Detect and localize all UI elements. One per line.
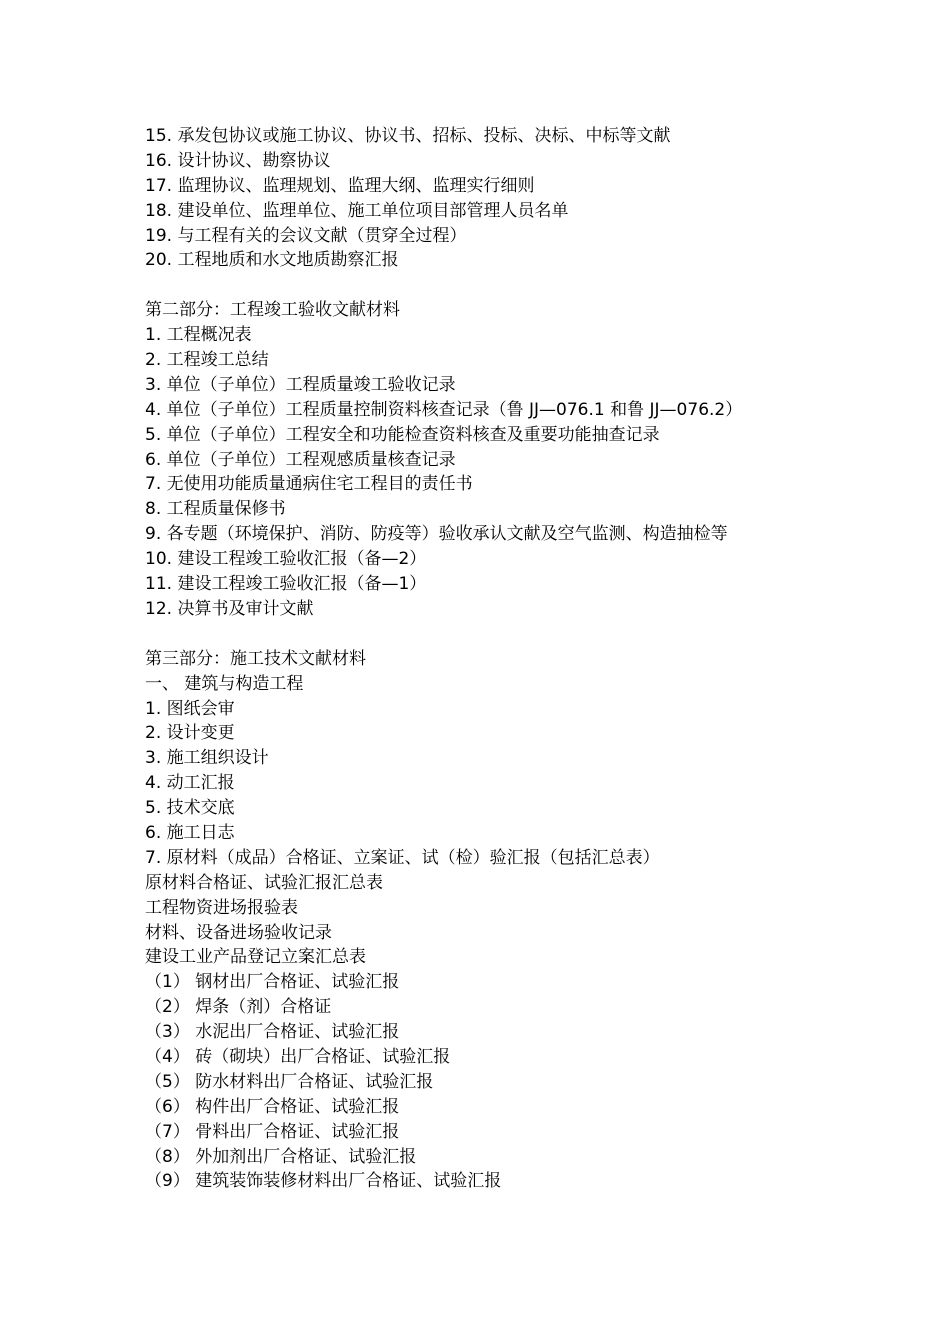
list-item: 3. 施工组织设计 (145, 748, 269, 769)
list-item: （7） 骨料出厂合格证、试验汇报 (145, 1121, 400, 1142)
list-item: 19. 与工程有关的会议文献（贯穿全过程） (145, 225, 467, 246)
list-item: （6） 构件出厂合格证、试验汇报 (145, 1096, 400, 1117)
list-item: 4. 动工汇报 (145, 773, 235, 794)
list-item: 12. 决算书及审计文献 (145, 598, 314, 619)
list-item: 1. 工程概况表 (145, 325, 252, 346)
list-item: 8. 工程质量保修书 (145, 499, 286, 520)
list-item: 2. 工程竣工总结 (145, 350, 269, 371)
paragraph-gap (145, 273, 805, 298)
list-item: 2. 设计变更 (145, 723, 235, 744)
list-item: 5. 单位（子单位）工程安全和功能检查资料核查及重要功能抽查记录 (145, 424, 660, 445)
list-item: （1） 钢材出厂合格证、试验汇报 (145, 972, 400, 993)
list-item: 11. 建设工程竣工验收汇报（备—1） (145, 574, 427, 595)
list-item: 原材料合格证、试验汇报汇总表 (145, 872, 383, 893)
list-item: 工程物资进场报验表 (145, 897, 298, 918)
list-item: 20. 工程地质和水文地质勘察汇报 (145, 250, 399, 271)
section-heading: 第三部分：施工技术文献材料 (145, 648, 366, 669)
list-item: 建设工业产品登记立案汇总表 (145, 947, 366, 968)
subsection-heading: 一、 建筑与构造工程 (145, 673, 304, 694)
list-item: 4. 单位（子单位）工程质量控制资料核查记录（鲁 JJ—076.1 和鲁 JJ—076.2） (145, 399, 743, 420)
list-item: 6. 施工日志 (145, 822, 235, 843)
list-item: 16. 设计协议、勘察协议 (145, 150, 331, 171)
list-item: （3） 水泥出厂合格证、试验汇报 (145, 1022, 400, 1043)
list-item: （9） 建筑装饰装修材料出厂合格证、试验汇报 (145, 1171, 502, 1192)
list-item: 7. 原材料（成品）合格证、立案证、试（检）验汇报（包括汇总表） (145, 847, 660, 868)
list-item: 15. 承发包协议或施工协议、协议书、招标、投标、决标、中标等文献 (145, 126, 671, 146)
list-item: 6. 单位（子单位）工程观感质量核查记录 (145, 449, 456, 470)
list-item: 材料、设备进场验收记录 (145, 922, 332, 943)
list-item: （2） 焊条（剂）合格证 (145, 997, 332, 1018)
paragraph-gap (145, 622, 805, 647)
list-item: （8） 外加剂出厂合格证、试验汇报 (145, 1146, 417, 1167)
list-item: 7. 无使用功能质量通病住宅工程目的责任书 (145, 474, 473, 495)
list-item: 9. 各专题（环境保护、消防、防疫等）验收承认文献及空气监测、构造抽检等 (145, 524, 728, 545)
section-heading: 第二部分：工程竣工验收文献材料 (145, 300, 400, 321)
list-item: 3. 单位（子单位）工程质量竣工验收记录 (145, 374, 456, 395)
list-item: （5） 防水材料出厂合格证、试验汇报 (145, 1071, 434, 1092)
list-item: 17. 监理协议、监理规划、监理大纲、监理实行细则 (145, 175, 535, 196)
list-item: 18. 建设单位、监理单位、施工单位项目部管理人员名单 (145, 200, 569, 221)
list-item: 5. 技术交底 (145, 798, 235, 819)
document-page (145, 124, 805, 1194)
list-item: 10. 建设工程竣工验收汇报（备—2） (145, 549, 427, 570)
list-item: （4） 砖（砌块）出厂合格证、试验汇报 (145, 1046, 451, 1067)
list-item: 1. 图纸会审 (145, 698, 235, 719)
